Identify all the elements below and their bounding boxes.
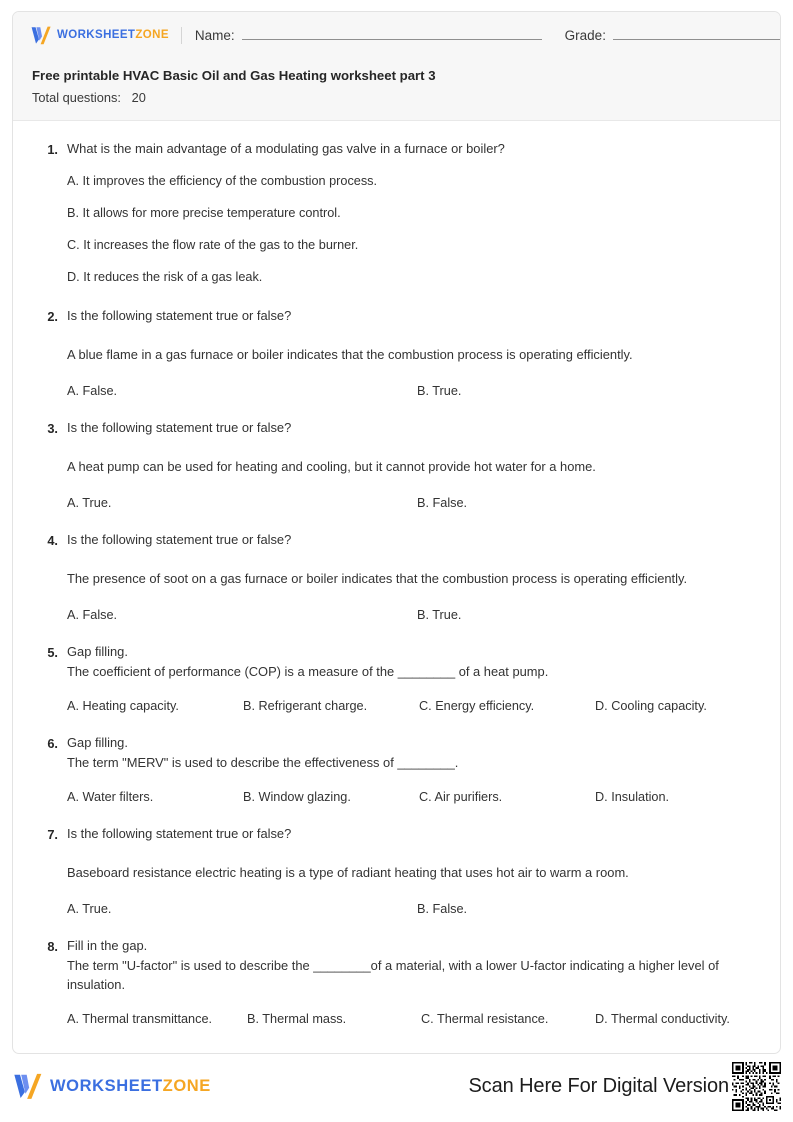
worksheet-zone-logo-mark bbox=[30, 26, 51, 45]
question-item bbox=[37, 139, 756, 287]
footer-logo-text bbox=[50, 1077, 211, 1096]
question-prompt: Is the following statement true or false? bbox=[67, 532, 292, 547]
answer-option[interactable]: B. True. bbox=[417, 608, 462, 622]
question-body bbox=[58, 139, 756, 287]
question-item bbox=[37, 824, 756, 919]
answer-option[interactable]: A. False. bbox=[67, 608, 118, 622]
question-number: 7. bbox=[47, 827, 58, 842]
answer-options bbox=[67, 900, 767, 919]
answer-options bbox=[67, 606, 767, 625]
answer-option[interactable]: A. It improves the efficiency of the combustion process. bbox=[67, 174, 378, 188]
worksheet-zone-logo-mark bbox=[12, 1073, 42, 1100]
name-field-group bbox=[195, 27, 542, 43]
answer-option[interactable]: B. True. bbox=[417, 384, 462, 398]
questions-area bbox=[13, 121, 780, 1029]
name-input[interactable] bbox=[242, 27, 542, 40]
question-item bbox=[37, 936, 756, 1029]
footer-scan-group bbox=[468, 1062, 781, 1111]
answer-option[interactable]: A. Water filters. bbox=[67, 790, 154, 804]
question-number: 2. bbox=[47, 309, 58, 324]
question-body bbox=[58, 733, 771, 807]
answer-options bbox=[67, 172, 756, 287]
grade-label: Grade: bbox=[564, 28, 606, 43]
grade-field-group bbox=[565, 27, 781, 43]
question-statement: Baseboard resistance electric heating is a type of radiant heating that uses hot air to warm a room. bbox=[67, 865, 629, 880]
answer-options bbox=[67, 382, 767, 401]
worksheet-sheet bbox=[12, 11, 781, 1054]
question-prompt: Is the following statement true or false? bbox=[67, 420, 292, 435]
question-body bbox=[58, 642, 771, 716]
question-number: 3. bbox=[47, 421, 58, 436]
question-prompt: Is the following statement true or false? bbox=[67, 826, 292, 841]
answer-option[interactable]: A. False. bbox=[67, 384, 118, 398]
answer-option[interactable]: B. It allows for more precise temperature control. bbox=[67, 206, 341, 220]
answer-option[interactable]: A. Heating capacity. bbox=[67, 699, 179, 713]
page-title: Free printable HVAC Basic Oil and Gas Heating worksheet part 3 bbox=[32, 68, 436, 83]
answer-option[interactable]: B. Refrigerant charge. bbox=[243, 699, 368, 713]
question-body bbox=[58, 306, 767, 401]
question-statement: A heat pump can be used for heating and cooling, but it cannot provide hot water for a home. bbox=[67, 459, 596, 474]
question-number: 5. bbox=[47, 645, 58, 660]
name-label: Name: bbox=[194, 28, 235, 43]
answer-option[interactable]: D. Thermal conductivity. bbox=[595, 1012, 730, 1026]
header-logo-text-primary: WORKSHEET bbox=[57, 29, 136, 41]
question-body bbox=[58, 530, 767, 625]
question-body bbox=[58, 936, 771, 1029]
answer-options bbox=[67, 494, 767, 513]
answer-option[interactable]: C. Air purifiers. bbox=[419, 790, 503, 804]
question-body bbox=[58, 418, 767, 513]
question-prompt: Is the following statement true or false? bbox=[67, 308, 292, 323]
answer-option[interactable]: B. Window glazing. bbox=[243, 790, 351, 804]
total-questions: Total questions: 20 bbox=[32, 90, 146, 105]
header-logo-text bbox=[57, 29, 169, 41]
answer-option[interactable]: C. Energy efficiency. bbox=[419, 699, 535, 713]
answer-option[interactable]: A. True. bbox=[67, 902, 112, 916]
question-statement: A blue flame in a gas furnace or boiler indicates that the combustion process is operating efficiently. bbox=[67, 347, 633, 362]
answer-option[interactable]: D. Cooling capacity. bbox=[595, 699, 707, 713]
header-title-block bbox=[13, 58, 780, 108]
footer-logo-text-secondary: ZONE bbox=[162, 1076, 211, 1095]
qr-code-icon[interactable] bbox=[732, 1062, 781, 1111]
question-item bbox=[37, 418, 756, 513]
question-statement: The coefficient of performance (COP) is a measure of the ________ of a heat pump. bbox=[67, 664, 549, 679]
answer-options bbox=[67, 1010, 771, 1029]
footer-logo-text-primary: WORKSHEET bbox=[50, 1076, 163, 1095]
question-number: 4. bbox=[47, 533, 58, 548]
answer-option[interactable]: B. False. bbox=[417, 496, 468, 510]
question-number: 8. bbox=[47, 939, 58, 954]
scan-label: Scan Here For Digital Version bbox=[468, 1074, 729, 1097]
question-body bbox=[58, 824, 767, 919]
question-prompt: What is the main advantage of a modulating gas valve in a furnace or boiler? bbox=[67, 141, 505, 156]
worksheet-header bbox=[13, 12, 780, 121]
answer-options bbox=[67, 697, 771, 716]
answer-options bbox=[67, 788, 771, 807]
question-number: 1. bbox=[47, 142, 58, 157]
question-number: 6. bbox=[47, 736, 58, 751]
question-prompt: Gap filling. bbox=[67, 735, 128, 750]
answer-option[interactable]: B. False. bbox=[417, 902, 468, 916]
question-statement: The term "MERV" is used to describe the effectiveness of ________. bbox=[67, 755, 459, 770]
answer-option[interactable]: D. Insulation. bbox=[595, 790, 670, 804]
question-item bbox=[37, 733, 756, 807]
question-item bbox=[37, 642, 756, 716]
question-statement: The term "U-factor" is used to describe the ________of a material, with a lower U-factor indicating a higher level of insulation. bbox=[67, 958, 719, 992]
question-statement: The presence of soot on a gas furnace or boiler indicates that the combustion process is operating efficiently. bbox=[67, 571, 688, 586]
question-prompt: Gap filling. bbox=[67, 644, 128, 659]
answer-option[interactable]: D. It reduces the risk of a gas leak. bbox=[67, 270, 263, 284]
footer-logo bbox=[12, 1073, 211, 1100]
question-item bbox=[37, 306, 756, 401]
header-logo bbox=[30, 26, 169, 45]
answer-option[interactable]: C. It increases the flow rate of the gas to the burner. bbox=[67, 238, 359, 252]
answer-option[interactable]: B. Thermal mass. bbox=[247, 1012, 347, 1026]
worksheet-footer bbox=[12, 1062, 781, 1110]
answer-option[interactable]: A. True. bbox=[67, 496, 112, 510]
grade-input[interactable] bbox=[613, 27, 781, 40]
question-item bbox=[37, 530, 756, 625]
header-logo-text-secondary: ZONE bbox=[135, 29, 169, 41]
answer-option[interactable]: A. Thermal transmittance. bbox=[67, 1012, 213, 1026]
answer-option[interactable]: C. Thermal resistance. bbox=[421, 1012, 549, 1026]
question-prompt: Fill in the gap. bbox=[67, 938, 148, 953]
header-divider bbox=[181, 27, 182, 44]
header-identity-row bbox=[13, 12, 780, 58]
